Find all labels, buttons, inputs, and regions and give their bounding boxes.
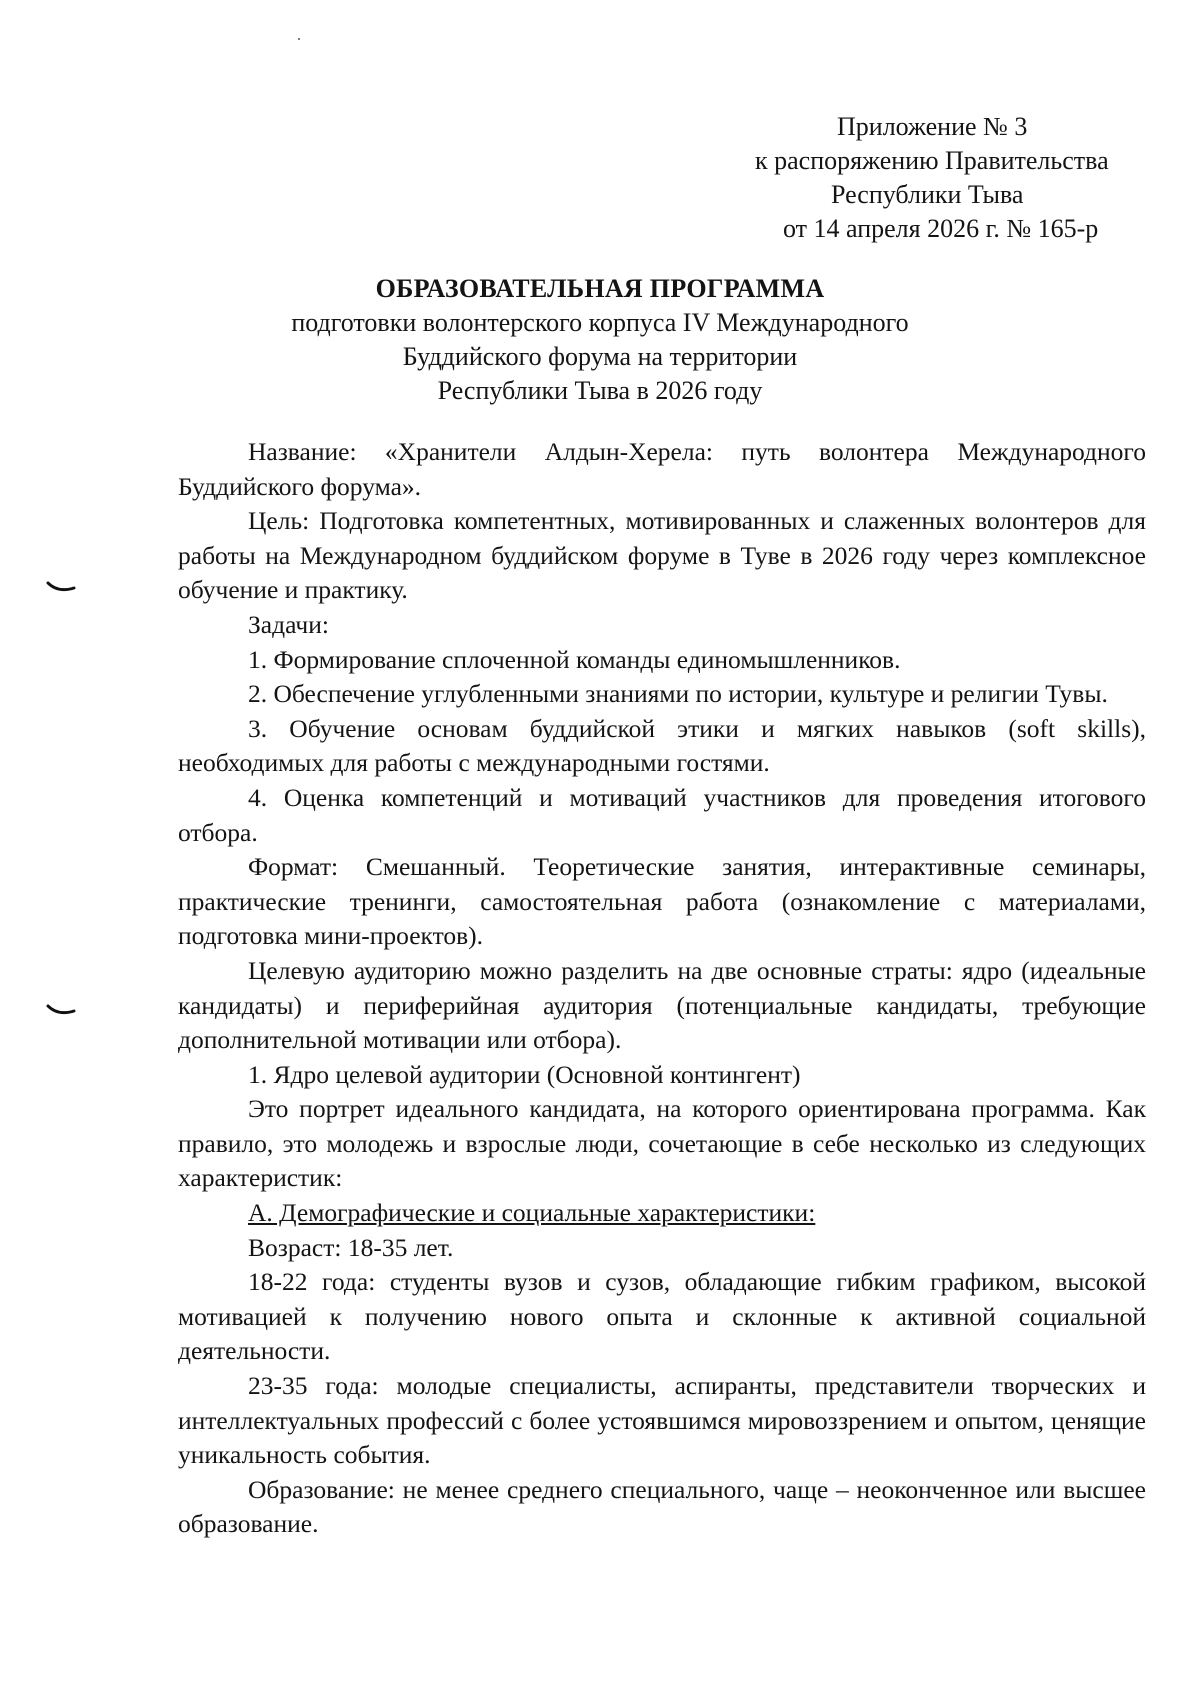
age-group-18-22: 18-22 года: студенты вузов и сузов, обладающие гибким графиком, высокой мотивацией к получению нового опыта и склонные к активной социальной деятельности. (178, 1267, 1146, 1366)
margin-check-mark (46, 580, 76, 594)
title-sub-1: подготовки волонтерского корпуса IV Международного (291, 308, 909, 337)
tasks-label: Задачи: (248, 609, 329, 639)
core-audience-heading: 1. Ядро целевой аудитории (Основной контингент) (248, 1059, 801, 1089)
education: Образование: не менее среднего специального, чаще – неоконченное или высшее образование. (178, 1474, 1146, 1539)
candidate-portrait: Это портрет идеального кандидата, на которого ориентирована программа. Как правило, это молодежь и взрослые люди, сочетающие в себе несколько из следующих характеристик: (178, 1094, 1146, 1193)
audience-paragraph: Целевую аудиторию можно разделить на две основные страты: ядро (идеальные кандидаты) и периферийная аудитория (потенциальные кандидаты, требующие дополнительной мотивации или отбора). (178, 955, 1146, 1055)
age-range: Возраст: 18-35 лет. (248, 1232, 454, 1262)
task-item: 4. Оценка компетенций и мотиваций участников для проведения итогового отбора. (178, 782, 1146, 847)
margin-check-mark (46, 1003, 76, 1017)
task-item: 3. Обучение основам буддийской этики и мягких навыков (soft skills), необходимых для работы с международными гостями. (178, 713, 1146, 778)
program-format: Формат: Смешанный. Теоретические занятия, интерактивные семинары, практические тренинги, самостоятельная работа (ознакомление с материалами, подготовка мини-проектов). (178, 852, 1146, 951)
program-name: Название: «Хранители Алдын-Херела: путь волонтера Международного Буддийского форума». (178, 437, 1146, 501)
appendix-date: от 14 апреля 2026 г. № 165-р (783, 214, 1099, 243)
title-sub-2: Буддийского форума на территории (402, 342, 798, 371)
task-item: 2. Обеспечение углубленными знаниями по истории, культуре и религии Тувы. (248, 679, 1108, 709)
appendix-number: Приложение № 3 (837, 112, 1028, 141)
scan-speck (298, 38, 300, 40)
task-item: 1. Формирование сплоченной команды единомышленников. (248, 644, 901, 674)
document-title (180, 272, 1020, 408)
appendix-order-ref: к распоряжению Правительства (755, 146, 1109, 175)
title-sub-3: Республики Тыва в 2026 году (437, 376, 763, 405)
program-goal: Цель: Подготовка компетентных, мотивированных и слаженных волонтеров для работы на Международном буддийском форуме в Туве в 2026 году через комплексное обучение и практику. (178, 506, 1146, 605)
section-a-heading-text: А. Демографические и социальные характеристики: (248, 1198, 816, 1228)
title-main: ОБРАЗОВАТЕЛЬНАЯ ПРОГРАММА (375, 274, 825, 303)
section-a-heading (178, 1196, 1146, 1231)
age-group-23-35: 23-35 года: молодые специалисты, аспиранты, представители творческих и интеллектуальных профессий с более устоявшимся мировоззрением и опытом, ценящие уникальность события. (178, 1371, 1146, 1470)
appendix-header (680, 110, 1150, 246)
document-body (178, 435, 1146, 1542)
appendix-republic: Республики Тыва (831, 180, 1024, 209)
